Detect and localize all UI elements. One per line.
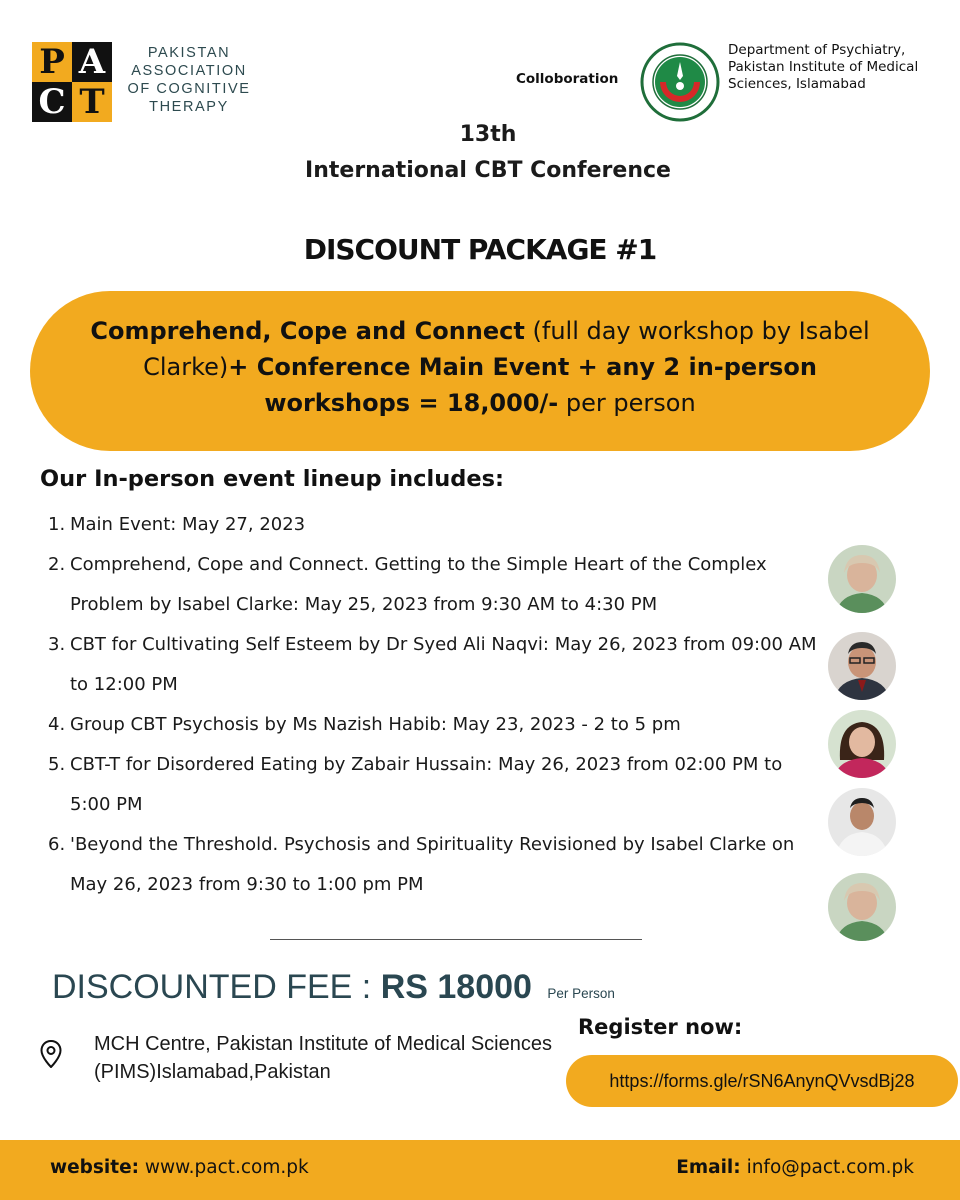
logo-letter-c: C <box>32 82 72 122</box>
collaboration-label: Colloboration <box>516 71 619 87</box>
fee-per: Per Person <box>547 986 615 1001</box>
list-item: 5. CBT-T for Disordered Eating by Zabair Hussain: May 26, 2023 from 02:00 PM to 5:00 PM <box>48 754 783 815</box>
register-label: Register now: <box>578 1015 743 1039</box>
fee-amount: 18000 <box>437 968 532 1006</box>
website-link[interactable]: www.pact.com.pk <box>144 1157 309 1178</box>
pims-seal-icon <box>640 42 720 122</box>
footer-email[interactable] <box>676 1157 914 1178</box>
list-item: 3. CBT for Cultivating Self Esteem by Dr Syed Ali Naqvi: May 26, 2023 from 09:00 AM to 12:00 PM <box>48 634 817 695</box>
offer-per-person: per person <box>565 389 696 417</box>
fee-label: DISCOUNTED FEE : <box>52 968 372 1006</box>
offer-inclusions: + Conference Main Event + any 2 in-person workshops = 18,000/- <box>228 353 817 417</box>
speaker-photo-nazish-habib <box>828 710 896 778</box>
logo-letter-t: T <box>72 82 112 122</box>
speaker-photo-isabel-clarke-2 <box>828 873 896 941</box>
conference-edition: 13th <box>459 122 517 147</box>
partner-department: Department of Psychiatry, Pakistan Institute of Medical Sciences, Islamabad <box>728 42 919 92</box>
list-item: 6. 'Beyond the Threshold. Psychosis and Spirituality Revisioned by Isabel Clarke on May 26, 2023 from 9:30 to 1:00 pm PM <box>48 834 795 895</box>
divider <box>270 939 642 940</box>
speaker-photo-syed-ali-naqvi <box>828 632 896 700</box>
map-pin-icon <box>40 1040 62 1068</box>
list-item: 4. Group CBT Psychosis by Ms Nazish Habib: May 23, 2023 - 2 to 5 pm <box>48 714 681 735</box>
offer-workshop: Comprehend, Cope and Connect <box>90 317 525 345</box>
speaker-photo-zabair-hussain <box>828 788 896 856</box>
list-item: 2. Comprehend, Cope and Connect. Getting to the Simple Heart of the Complex Problem by Isabel Clarke: May 25, 2023 from 9:30 AM to 4:30 PM <box>48 554 767 615</box>
register-link[interactable]: https://forms.gle/rSN6AnynQVvsdBj28 <box>566 1055 958 1107</box>
email-link[interactable]: info@pact.com.pk <box>746 1157 914 1178</box>
speaker-photo-isabel-clarke <box>828 545 896 613</box>
discounted-fee <box>52 968 615 1007</box>
email-label: Email: <box>676 1157 741 1178</box>
package-title: DISCOUNT PACKAGE #1 <box>303 233 657 266</box>
logo-letter-p: P <box>32 42 72 82</box>
website-label: website: <box>50 1157 140 1178</box>
list-item: 1. Main Event: May 27, 2023 <box>48 514 306 535</box>
footer-website[interactable] <box>50 1157 309 1178</box>
venue-address: MCH Centre, Pakistan Institute of Medical Sciences (PIMS)Islamabad,Pakistan <box>94 1033 552 1083</box>
offer-banner <box>30 291 930 451</box>
lineup-title: Our In-person event lineup includes: <box>40 466 504 492</box>
lineup-list <box>48 505 818 905</box>
conference-name: International CBT Conference <box>305 158 671 183</box>
association-name: PAKISTAN ASSOCIATION OF COGNITIVE THERAPY <box>127 45 251 115</box>
logo-letter-a: A <box>72 42 112 82</box>
pact-logo <box>32 42 112 122</box>
fee-currency: RS <box>380 968 428 1006</box>
offer-workshop-note: (full day workshop by Isabel Clarke) <box>143 317 870 381</box>
